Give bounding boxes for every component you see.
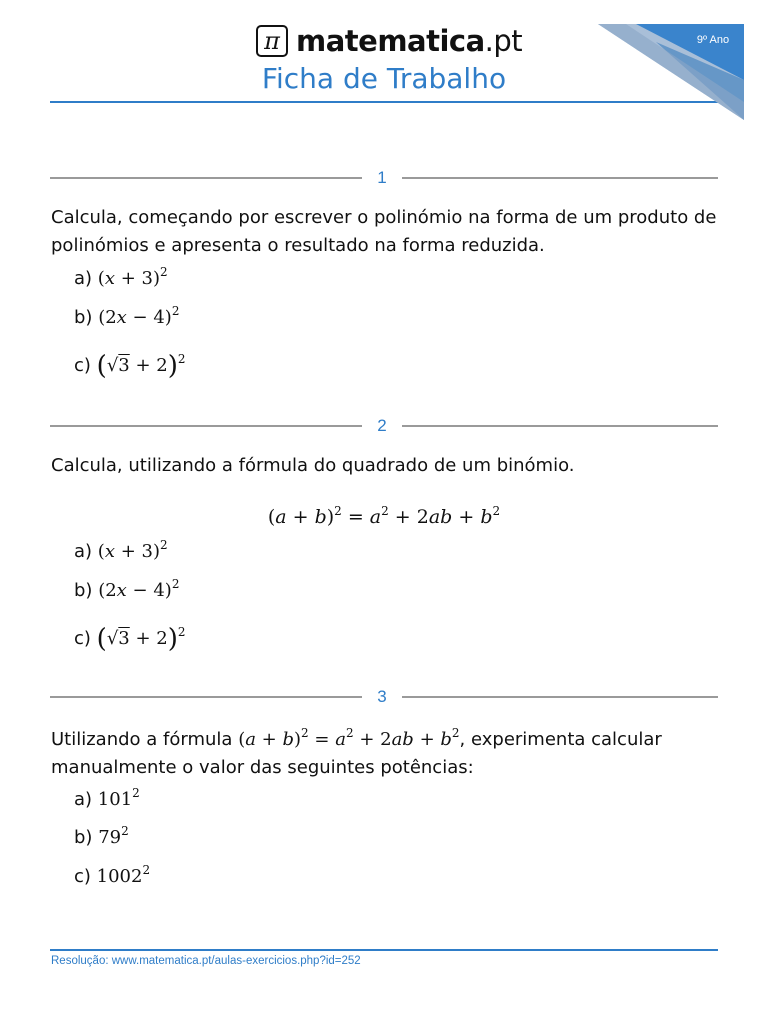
exercise-1-item-b: b) $(2x - 4)^2$	[74, 304, 180, 328]
exercise-1-statement: Calcula, começando por escrever o polinómio na forma de um produto de polinómios e apresenta o resultado na forma reduzida.	[51, 207, 717, 256]
section-number: 2	[377, 416, 387, 435]
exercise-1-item-c: c) $(√3 + 2)^2$	[74, 351, 186, 381]
binomial-formula: $(a + b)^2 = a^2 + 2ab + b^2$	[267, 504, 501, 528]
exercise-3-item-c: c) 1002$^2$	[74, 863, 151, 887]
site-logo	[256, 22, 522, 60]
exercise-2-item-a: a) $(x + 3)^2$	[74, 538, 168, 562]
exercise-2-statement: Calcula, utilizando a fórmula do quadrado de um binómio.	[51, 455, 575, 476]
section-number: 3	[377, 687, 387, 706]
exercise-1-item-a: a) $(x + 3)^2$	[74, 265, 168, 289]
grade-badge: 9º Ano	[696, 34, 730, 46]
pi-logo-icon: π	[256, 25, 288, 57]
section-divider-3	[50, 687, 718, 707]
resolution-link[interactable]: Resolução: www.matematica.pt/aulas-exercicios.php?id=252	[51, 955, 361, 967]
exercise-3-item-b: b) $79^2$	[74, 824, 129, 848]
exercise-3-statement: Utilizando a fórmula $(a + b)^2 = a^2 + 2ab + b^2$, experimenta calcular manualmente o valor das seguintes potências:	[51, 726, 662, 778]
section-divider-2	[50, 416, 718, 436]
exercise-2-item-b: b) $(2x - 4)^2$	[74, 577, 180, 601]
inline-binomial-formula: $(a + b)^2 = a^2 + 2ab + b^2$	[238, 726, 460, 750]
exercise-2-item-c: c) $(√3 + 2)^2$	[74, 624, 186, 654]
section-number: 1	[377, 168, 387, 187]
exercise-3-item-a: a) $101^2$	[74, 786, 140, 810]
section-divider-1	[50, 168, 718, 188]
page-title: Ficha de Trabalho	[261, 62, 507, 95]
logo-wordmark: matematica.pt	[296, 24, 523, 58]
footer-divider	[50, 949, 718, 951]
